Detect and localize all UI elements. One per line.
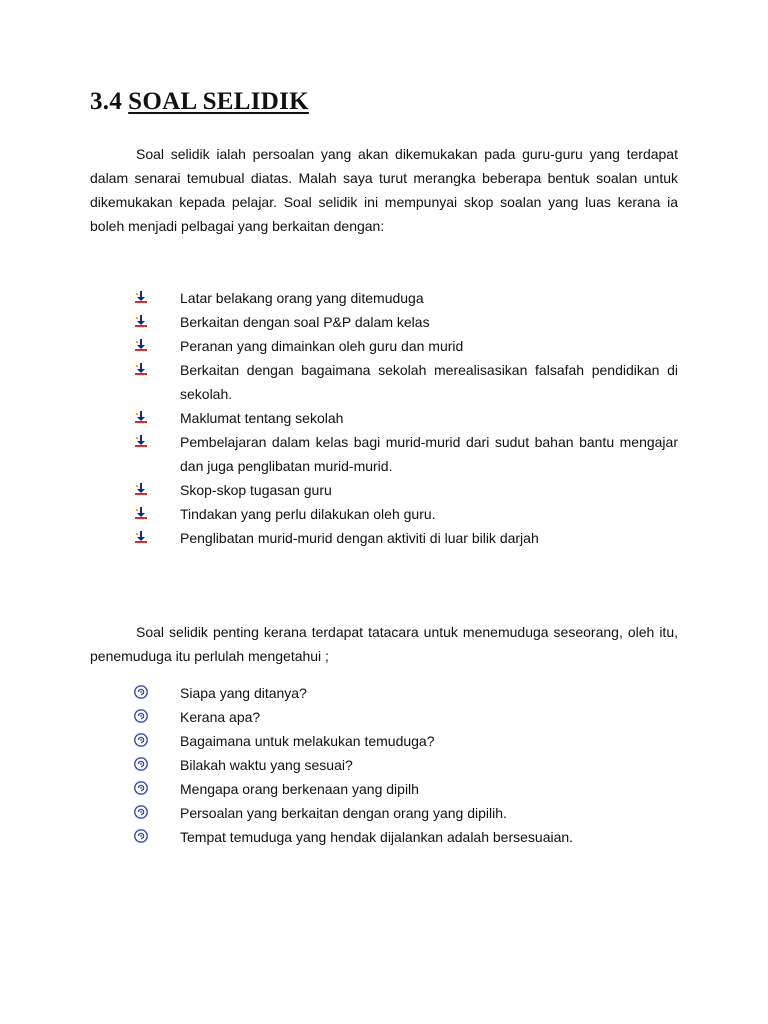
topic-list-item	[134, 358, 678, 406]
question-list-item	[134, 753, 678, 777]
down-arrow-bullet-icon	[134, 434, 148, 448]
swirl-bullet-icon	[134, 829, 148, 843]
down-arrow-bullet-icon	[134, 362, 148, 376]
down-arrow-bullet-icon	[134, 530, 148, 544]
swirl-bullet-icon	[134, 709, 148, 723]
section-number: 3.4	[90, 88, 123, 115]
question-list-item	[134, 801, 678, 825]
topic-list-item-text: Peranan yang dimainkan oleh guru dan murid	[180, 338, 464, 354]
swirl-bullet-icon	[134, 757, 148, 771]
question-list-item	[134, 729, 678, 753]
topic-list-item	[134, 310, 678, 334]
question-list-item	[134, 777, 678, 801]
topic-list-item-text: Tindakan yang perlu dilakukan oleh guru.	[180, 506, 436, 522]
down-arrow-bullet-icon	[134, 482, 148, 496]
swirl-bullet-icon	[134, 805, 148, 819]
topic-list-item	[134, 406, 678, 430]
question-list-item	[134, 825, 678, 849]
topic-list-item-text: Pembelajaran dalam kelas bagi murid-murid dari sudut bahan bantu mengajar dan juga penglibatan murid-murid.	[180, 434, 678, 474]
topic-list-item	[134, 286, 678, 310]
question-list-item-text: Siapa yang ditanya?	[180, 685, 307, 701]
question-list-item	[134, 705, 678, 729]
topics-list	[134, 286, 678, 550]
down-arrow-bullet-icon	[134, 410, 148, 424]
questions-list	[134, 681, 678, 849]
swirl-bullet-icon	[134, 685, 148, 699]
topic-list-item	[134, 334, 678, 358]
topic-list-item-text: Berkaitan dengan bagaimana sekolah merealisasikan falsafah pendidikan di sekolah.	[180, 362, 678, 402]
second-paragraph: Soal selidik penting kerana terdapat tatacara untuk menemuduga seseorang, oleh itu, penemuduga itu perlulah mengetahui ;	[90, 624, 678, 664]
topic-list-item-text: Maklumat tentang sekolah	[180, 410, 344, 426]
intro-paragraph: Soal selidik ialah persoalan yang akan dikemukakan pada guru-guru yang terdapat dalam senarai temubual diatas. Malah saya turut merangka beberapa bentuk soalan untuk dikemukakan kepada pelajar. Soal selidik ini mempunyai skop soalan yang luas kerana ia boleh menjadi pelbagai yang berkaitan dengan:	[90, 146, 678, 234]
topic-list-item-text: Latar belakang orang yang ditemuduga	[180, 290, 424, 306]
question-list-item-text: Mengapa orang berkenaan yang dipilh	[180, 781, 419, 797]
down-arrow-bullet-icon	[134, 314, 148, 328]
question-list-item-text: Kerana apa?	[180, 709, 261, 725]
topic-list-item-text: Berkaitan dengan soal P&P dalam kelas	[180, 314, 430, 330]
question-list-item-text: Bagaimana untuk melakukan temuduga?	[180, 733, 435, 749]
topic-list-item	[134, 430, 678, 478]
swirl-bullet-icon	[134, 733, 148, 747]
section-heading	[90, 88, 309, 116]
topic-list-item-text: Penglibatan murid-murid dengan aktiviti di luar bilik darjah	[180, 530, 539, 546]
question-list-item-text: Persoalan yang berkaitan dengan orang yang dipilih.	[180, 805, 507, 821]
question-list-item-text: Bilakah waktu yang sesuai?	[180, 757, 353, 773]
section-title: SOAL SELIDIK	[128, 88, 309, 115]
topic-list-item	[134, 526, 678, 550]
swirl-bullet-icon	[134, 781, 148, 795]
question-list-item-text: Tempat temuduga yang hendak dijalankan adalah bersesuaian.	[180, 829, 574, 845]
topic-list-item	[134, 478, 678, 502]
topic-list-item-text: Skop-skop tugasan guru	[180, 482, 332, 498]
topic-list-item	[134, 502, 678, 526]
question-list-item	[134, 681, 678, 705]
down-arrow-bullet-icon	[134, 290, 148, 304]
down-arrow-bullet-icon	[134, 506, 148, 520]
down-arrow-bullet-icon	[134, 338, 148, 352]
